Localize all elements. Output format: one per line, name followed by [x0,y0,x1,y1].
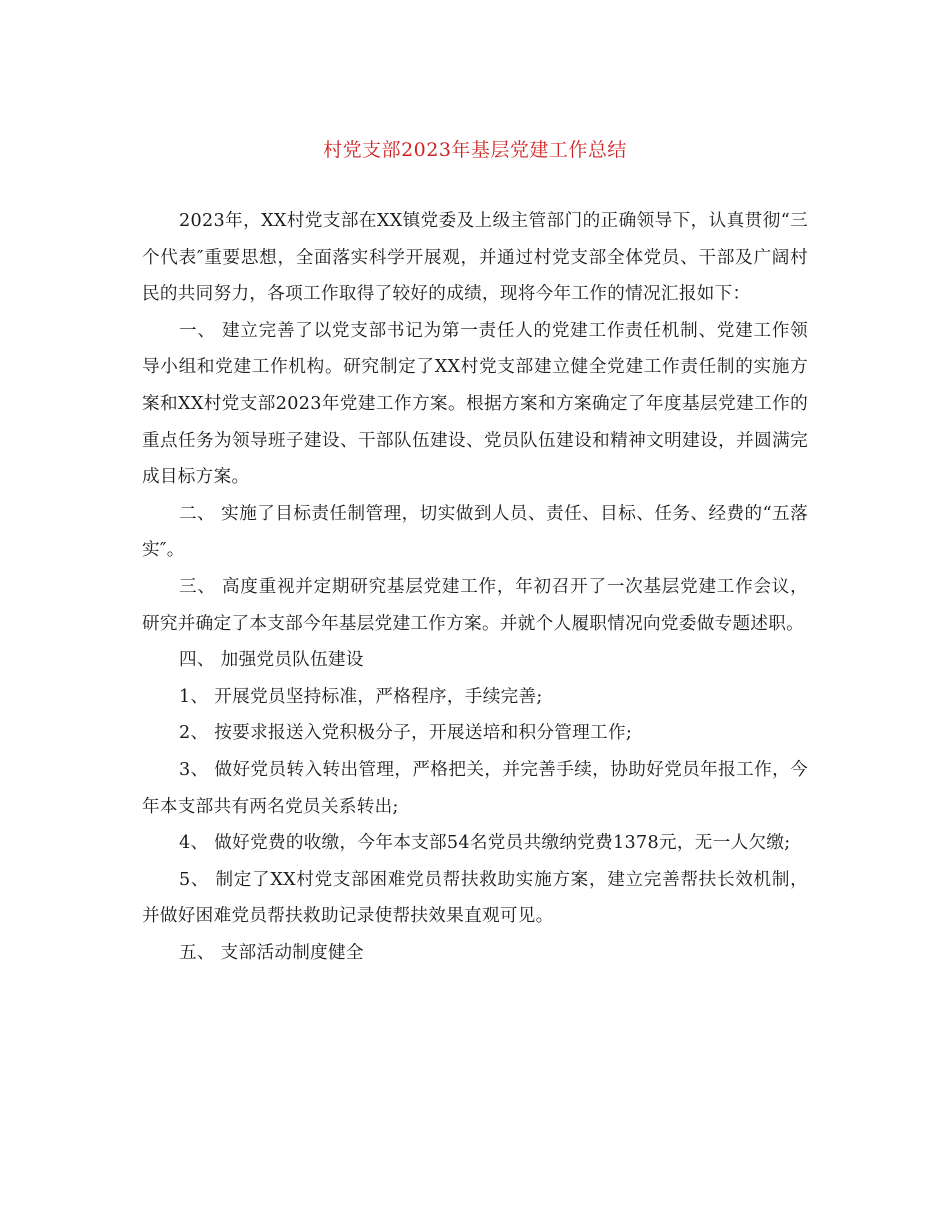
list-item-1: 1、 开展党员坚持标准，严格程序，手续完善; [179,686,543,707]
list-item-3: 3、 做好党员转入转出管理，严格把关，并完善手续，协助好党员年报工作，今年本支部共有两名党员关系转出; [142,759,808,817]
paragraph-section-4: 四、 加强党员队伍建设 [179,650,364,671]
list-item-5: 5、 制定了XX村党支部困难党员帮扶救助实施方案，建立完善帮扶长效机制，并做好困难党员帮扶救助记录使帮扶效果直观可见。 [142,869,808,927]
document-body [142,203,808,971]
paragraph-section-1: 一、 建立完善了以党支部书记为第一责任人的党建工作责任机制、党建工作领导小组和党建工作机构。研究制定了XX村党支部建立健全党建工作责任制的实施方案和XX村党支部2023年党建工作方案。根据方案和方案确定了年度基层党建工作的重点任务为领导班子建设、干部队伍建设、党员队伍建设和精神文明建设，并圆满完成目标方案。 [142,320,808,488]
list-item-2: 2、 按要求报送入党积极分子，开展送培和积分管理工作; [179,723,633,744]
paragraph-section-2: 二、 实施了目标责任制管理，切实做到人员、责任、目标、任务、经费的“五落实″。 [142,503,808,561]
document-title: 村党支部2023年基层党建工作总结 [323,139,627,161]
list-item-4: 4、 做好党费的收缴，今年本支部54名党员共缴纳党费1378元，无一人欠缴; [179,833,791,854]
paragraph-intro: 2023年，XX村党支部在XX镇党委及上级主管部门的正确领导下，认真贯彻“三个代表″重要思想，全面落实科学开展观，并通过村党支部全体党员、干部及广阔村民的共同努力，各项工作取得了较好的成绩，现将今年工作的情况汇报如下： [142,211,808,305]
paragraph-section-3: 三、 高度重视并定期研究基层党建工作，年初召开了一次基层党建工作会议，研究并确定了本支部今年基层党建工作方案。并就个人履职情况向党委做专题述职。 [142,576,808,634]
paragraph-section-5: 五、 支部活动制度健全 [179,942,364,963]
